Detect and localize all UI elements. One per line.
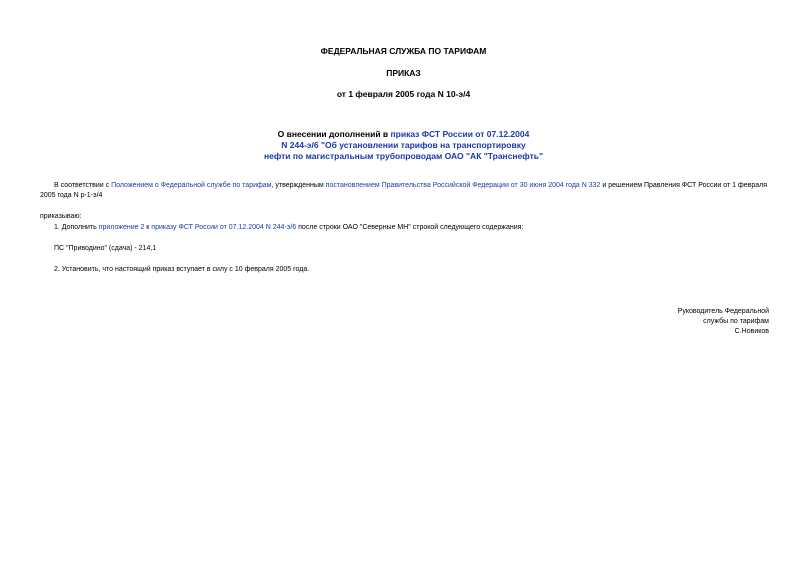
document-type-heading: ПРИКАЗ — [386, 68, 421, 78]
preamble-text-1: В соответствии с — [54, 182, 112, 189]
item-1-paragraph — [40, 223, 772, 233]
signature-block — [678, 307, 769, 337]
title-line-2-text: "Об установлении тарифов на транспортировку — [318, 140, 526, 150]
signature-line-2: службы по тарифам — [703, 318, 769, 325]
fst-order-link[interactable]: приказу ФСТ России от 07.12.2004 N 244-э/6 — [151, 224, 297, 231]
title-order-link[interactable]: приказ ФСТ России от 07.12.2004 — [390, 129, 530, 139]
document-title — [0, 129, 807, 162]
appendix-2-link[interactable]: приложение 2 — [98, 224, 145, 231]
title-line-2 — [0, 140, 807, 151]
title-line-3: нефти по магистральным трубопроводам ОАО "АК "Транснефть" — [263, 151, 544, 161]
item-1-text-2: к — [144, 224, 152, 231]
preamble-paragraph — [40, 181, 772, 201]
signature-name: С.Новиков — [734, 328, 769, 335]
title-line-1 — [0, 129, 807, 140]
item-2-paragraph: 2. Установить, что настоящий приказ вступает в силу с 10 февраля 2005 года. — [54, 266, 310, 273]
agency-heading: ФЕДЕРАЛЬНАЯ СЛУЖБА ПО ТАРИФАМ — [320, 46, 487, 56]
item-1-text-3: после строки ОАО "Северные МН" строкой следующего содержания: — [296, 224, 524, 231]
title-prefix: О внесении дополнений в — [277, 129, 391, 139]
signature-line-1: Руководитель Федеральной — [677, 308, 769, 315]
government-decree-link[interactable]: постановлением Правительства Российской Федерации от 30 июня 2004 года N 332 — [325, 182, 601, 189]
document-date-heading: от 1 февраля 2005 года N 10-э/4 — [336, 89, 471, 99]
order-word: приказываю: — [40, 213, 82, 220]
title-order-number-link[interactable]: N 244-э/6 — [281, 140, 319, 150]
regulation-link[interactable]: Положением о Федеральной службе по тарифам — [111, 182, 272, 189]
preamble-text-3: и решением Правления ФСТ России от 1 февраля 2005 года N р-1-э/4 — [40, 182, 767, 199]
preamble-text-2: , утвержденным — [271, 182, 326, 189]
item-1-text-1: 1. Дополнить — [54, 224, 99, 231]
station-line: ПС "Приводино" (сдача) - 214,1 — [54, 245, 157, 252]
